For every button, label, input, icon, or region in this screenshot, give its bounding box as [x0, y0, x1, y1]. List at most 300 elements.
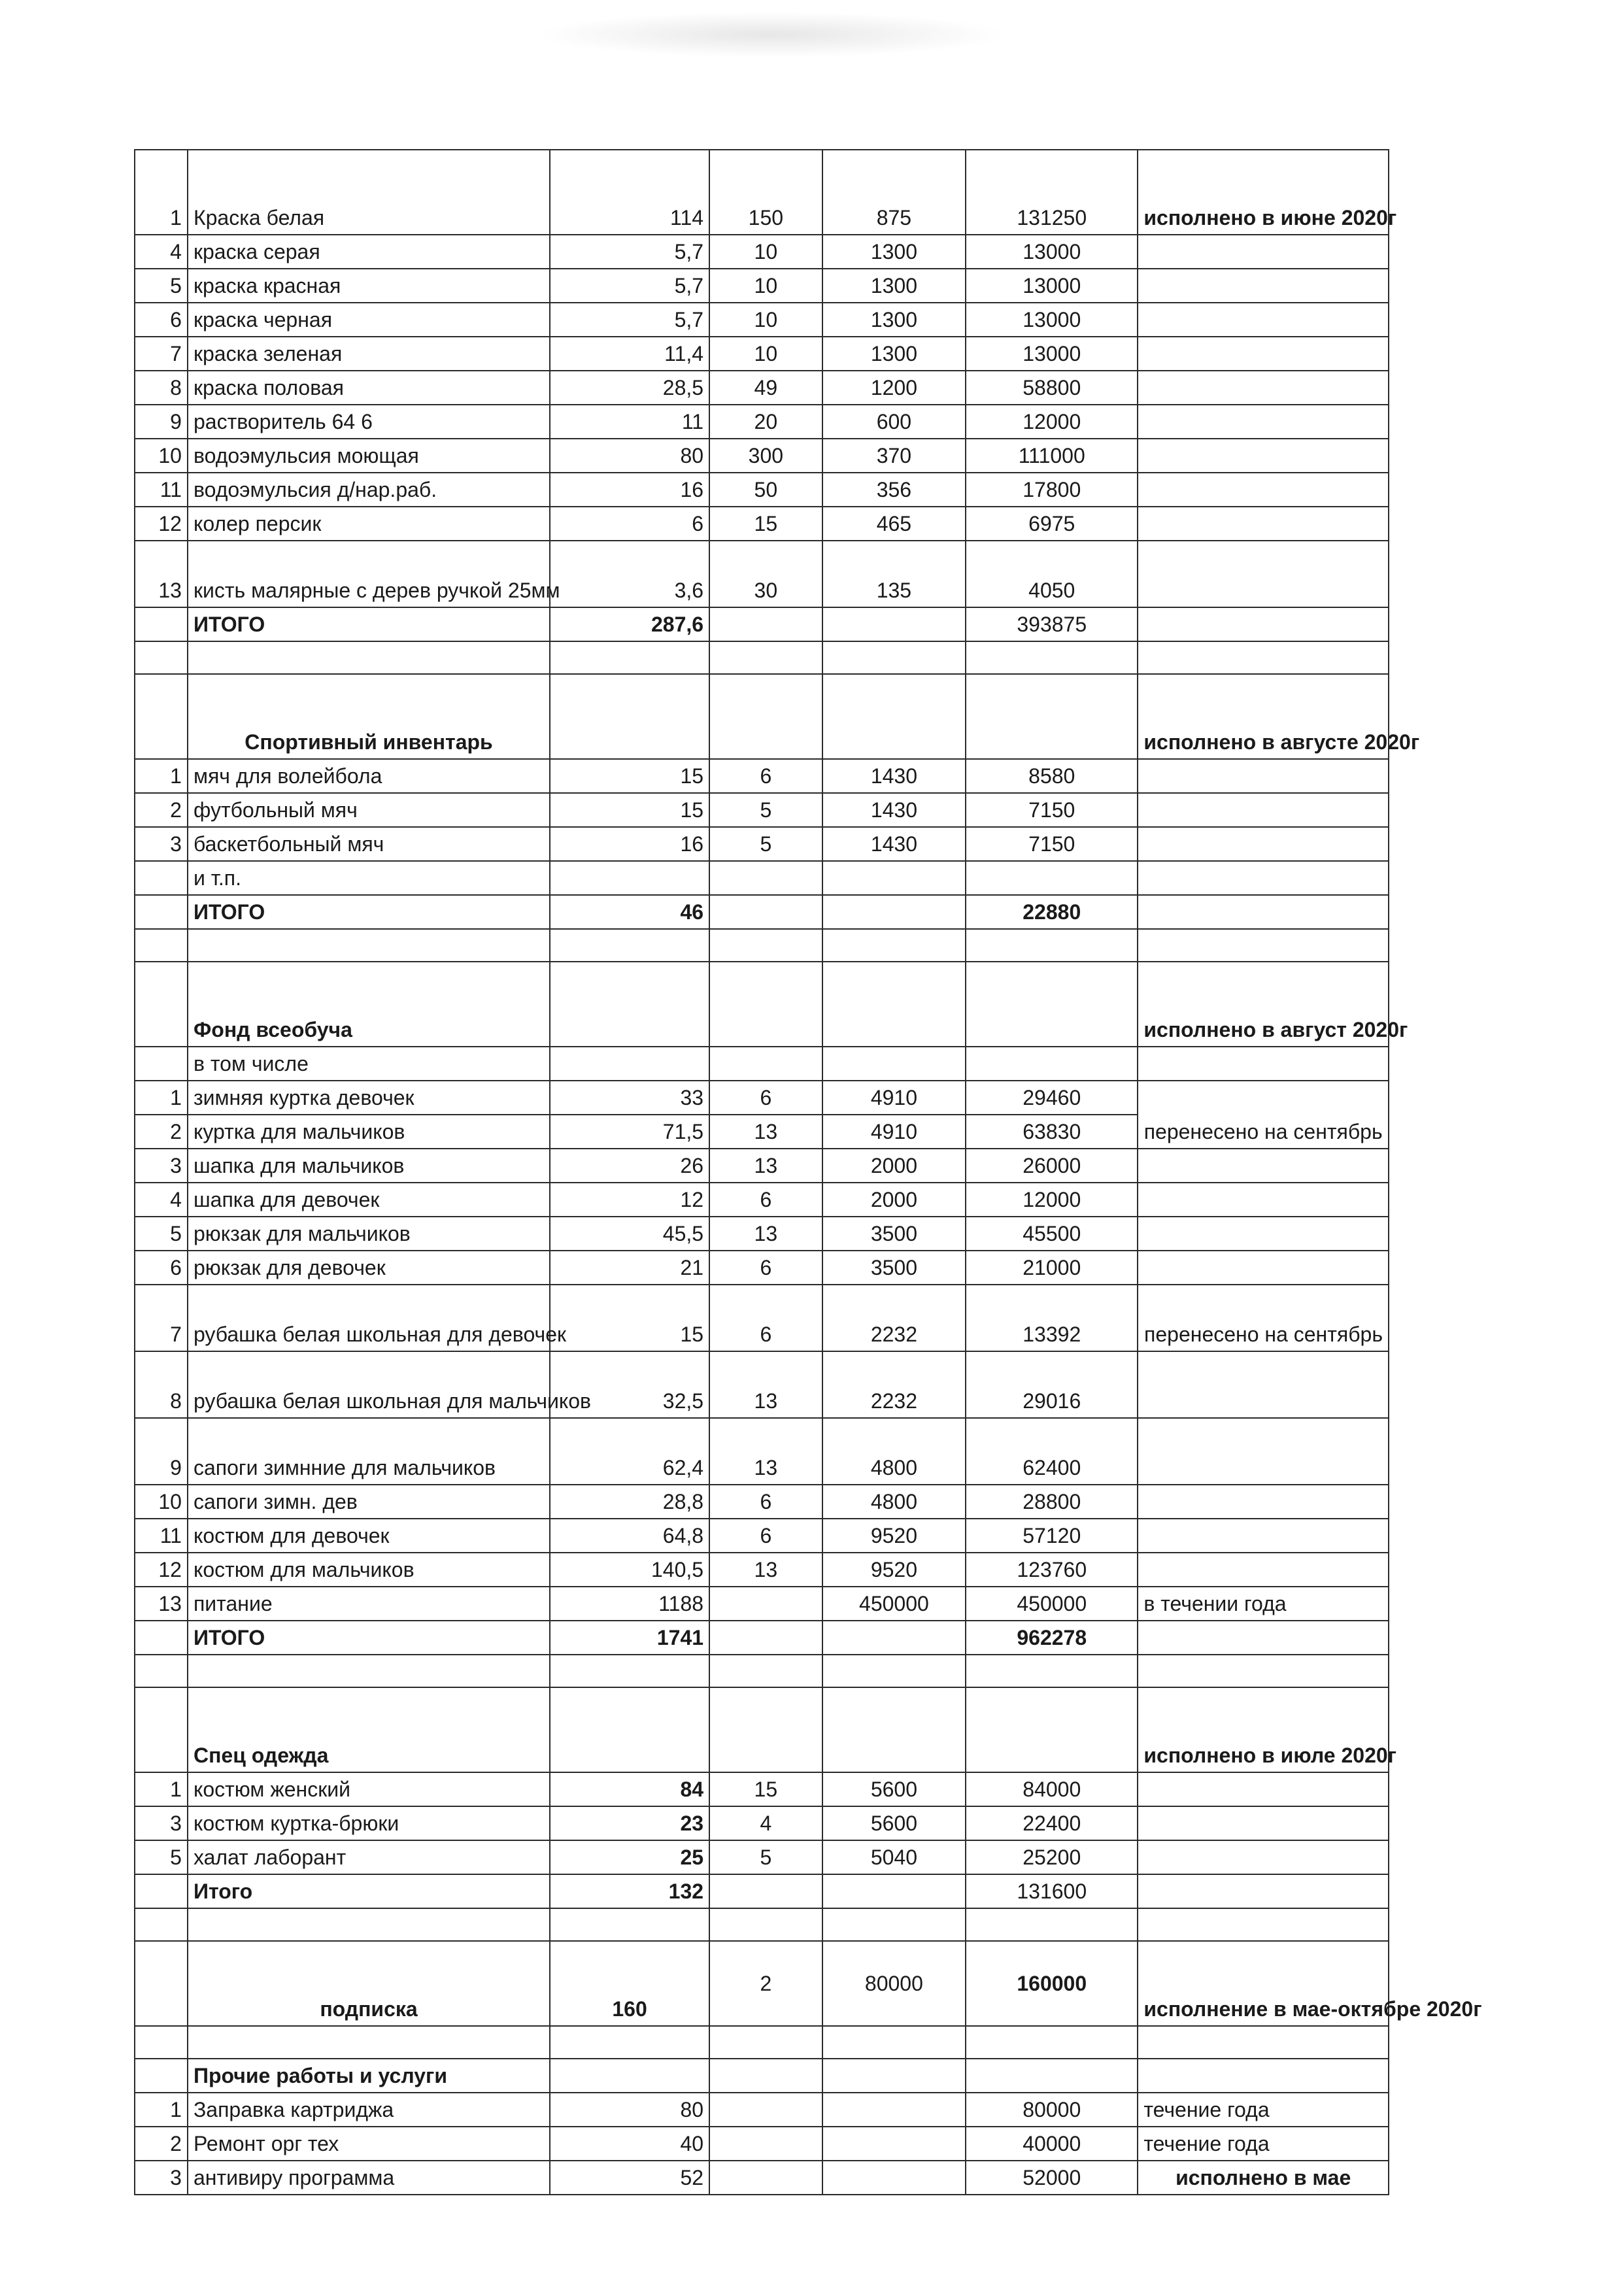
- status-note: [1138, 1251, 1389, 1285]
- sum-cell: 25200: [966, 1840, 1138, 1874]
- item-name: ИТОГО: [188, 895, 550, 929]
- count-cell: 13: [709, 1149, 822, 1183]
- item-name: и т.п.: [188, 861, 550, 895]
- row-number: 4: [135, 1183, 188, 1217]
- blank-row: [135, 2026, 1389, 2059]
- empty-cell: [135, 1908, 188, 1941]
- status-note: [1138, 1621, 1389, 1655]
- status-note: течение года: [1138, 2127, 1389, 2161]
- sum-cell: 393875: [966, 607, 1138, 641]
- count-cell: 150: [709, 150, 822, 235]
- price-cell: [822, 861, 966, 895]
- row-number: [135, 1047, 188, 1081]
- blank-row: [135, 1908, 1389, 1941]
- empty-cell: [1138, 641, 1389, 674]
- status-note: исполнено в мае: [1138, 2161, 1389, 2195]
- quantity-cell: 5,7: [550, 235, 709, 269]
- empty-cell: [1138, 929, 1389, 962]
- quantity-cell: 45,5: [550, 1217, 709, 1251]
- empty-cell: [135, 1655, 188, 1687]
- count-cell: [709, 674, 822, 759]
- row-number: 4: [135, 235, 188, 269]
- empty-cell: [822, 641, 966, 674]
- blank-row: [135, 1655, 1389, 1687]
- item-name: Краска белая: [188, 150, 550, 235]
- count-cell: 5: [709, 1840, 822, 1874]
- item-name: подписка: [188, 1941, 550, 2026]
- total-row: [135, 607, 1389, 641]
- table-row: [135, 1485, 1389, 1519]
- count-cell: [709, 607, 822, 641]
- empty-cell: [188, 929, 550, 962]
- empty-cell: [709, 929, 822, 962]
- status-note: [1138, 895, 1389, 929]
- sum-cell: 29460: [966, 1081, 1138, 1115]
- item-name: костюм для мальчиков: [188, 1553, 550, 1587]
- quantity-cell: 32,5: [550, 1351, 709, 1418]
- empty-cell: [966, 1655, 1138, 1687]
- sum-cell: 52000: [966, 2161, 1138, 2195]
- item-name: куртка для мальчиков: [188, 1115, 550, 1149]
- sum-cell: 22880: [966, 895, 1138, 929]
- status-note: [1138, 1519, 1389, 1553]
- price-cell: [822, 2093, 966, 2127]
- sum-cell: 123760: [966, 1553, 1138, 1587]
- price-cell: 9520: [822, 1553, 966, 1587]
- empty-cell: [550, 2026, 709, 2059]
- item-name: ИТОГО: [188, 607, 550, 641]
- quantity-cell: 5,7: [550, 303, 709, 337]
- sum-cell: [966, 674, 1138, 759]
- quantity-cell: 1188: [550, 1587, 709, 1621]
- item-name: водоэмульсия д/нар.раб.: [188, 473, 550, 507]
- table-row: [135, 861, 1389, 895]
- sum-cell: 8580: [966, 759, 1138, 793]
- row-number: 7: [135, 1285, 188, 1351]
- count-cell: 30: [709, 541, 822, 607]
- sum-cell: 7150: [966, 793, 1138, 827]
- table-row: [135, 1806, 1389, 1840]
- count-cell: [709, 2059, 822, 2093]
- row-number: 13: [135, 1587, 188, 1621]
- item-name: ИТОГО: [188, 1621, 550, 1655]
- status-note: [1138, 303, 1389, 337]
- quantity-cell: 11,4: [550, 337, 709, 371]
- quantity-cell: 40: [550, 2127, 709, 2161]
- table-row: [135, 473, 1389, 507]
- count-cell: 4: [709, 1806, 822, 1840]
- status-note: [1138, 1149, 1389, 1183]
- price-cell: [822, 2127, 966, 2161]
- table-row: [135, 1149, 1389, 1183]
- status-note: [1138, 439, 1389, 473]
- row-number: 3: [135, 2161, 188, 2195]
- row-number: 2: [135, 2127, 188, 2161]
- status-note: [1138, 371, 1389, 405]
- status-note: [1138, 507, 1389, 541]
- quantity-cell: 16: [550, 473, 709, 507]
- row-number: [135, 1687, 188, 1772]
- empty-cell: [1138, 2026, 1389, 2059]
- item-name: в том числе: [188, 1047, 550, 1081]
- count-cell: 2: [709, 1941, 822, 2026]
- price-cell: [822, 962, 966, 1047]
- sum-cell: 962278: [966, 1621, 1138, 1655]
- empty-cell: [188, 1908, 550, 1941]
- status-note: [1138, 1772, 1389, 1806]
- table-row: [135, 827, 1389, 861]
- row-number: 5: [135, 1217, 188, 1251]
- count-cell: [709, 1621, 822, 1655]
- price-cell: 875: [822, 150, 966, 235]
- item-name: костюм для девочек: [188, 1519, 550, 1553]
- row-number: [135, 1941, 188, 2026]
- count-cell: 13: [709, 1418, 822, 1485]
- quantity-cell: 71,5: [550, 1115, 709, 1149]
- section-row: [135, 674, 1389, 759]
- sum-cell: 21000: [966, 1251, 1138, 1285]
- empty-cell: [822, 1908, 966, 1941]
- price-cell: 1430: [822, 827, 966, 861]
- empty-cell: [1138, 1908, 1389, 1941]
- row-number: 8: [135, 1351, 188, 1418]
- quantity-cell: 80: [550, 439, 709, 473]
- quantity-cell: 25: [550, 1840, 709, 1874]
- empty-cell: [822, 1655, 966, 1687]
- count-cell: [709, 1687, 822, 1772]
- row-number: 5: [135, 269, 188, 303]
- item-name: костюм женский: [188, 1772, 550, 1806]
- table-row: [135, 337, 1389, 371]
- count-cell: 13: [709, 1217, 822, 1251]
- quantity-cell: 28,8: [550, 1485, 709, 1519]
- item-name: антивиру программа: [188, 2161, 550, 2195]
- item-name: сапоги зимнние для мальчиков: [188, 1418, 550, 1485]
- quantity-cell: [550, 962, 709, 1047]
- quantity-cell: [550, 1687, 709, 1772]
- empty-cell: [966, 1908, 1138, 1941]
- total-row: [135, 1621, 1389, 1655]
- price-cell: 9520: [822, 1519, 966, 1553]
- item-name: водоэмульсия моющая: [188, 439, 550, 473]
- quantity-cell: 5,7: [550, 269, 709, 303]
- price-cell: [822, 1874, 966, 1908]
- item-name: мяч для волейбола: [188, 759, 550, 793]
- sum-cell: 6975: [966, 507, 1138, 541]
- table-row: [135, 235, 1389, 269]
- empty-cell: [188, 641, 550, 674]
- table-row: [135, 1587, 1389, 1621]
- item-name: шапка для мальчиков: [188, 1149, 550, 1183]
- sum-cell: 450000: [966, 1587, 1138, 1621]
- table-row: [135, 1183, 1389, 1217]
- sum-cell: [966, 2059, 1138, 2093]
- sum-cell: 13000: [966, 303, 1138, 337]
- row-number: 8: [135, 371, 188, 405]
- blank-row: [135, 641, 1389, 674]
- row-number: [135, 1874, 188, 1908]
- item-name: краска серая: [188, 235, 550, 269]
- price-cell: 600: [822, 405, 966, 439]
- status-note: исполнено в июне 2020г: [1138, 150, 1389, 235]
- quantity-cell: 26: [550, 1149, 709, 1183]
- price-cell: [822, 2059, 966, 2093]
- empty-cell: [188, 2026, 550, 2059]
- price-cell: 465: [822, 507, 966, 541]
- table-row: [135, 150, 1389, 235]
- item-name: кисть малярные с дерев ручкой 25мм: [188, 541, 550, 607]
- sum-cell: [966, 1047, 1138, 1081]
- count-cell: 6: [709, 1485, 822, 1519]
- empty-cell: [966, 641, 1138, 674]
- table-row: [135, 1285, 1389, 1351]
- row-number: 1: [135, 759, 188, 793]
- status-note: [1138, 1840, 1389, 1874]
- table-row: [135, 2093, 1389, 2127]
- empty-cell: [822, 2026, 966, 2059]
- status-note: перенесено на сентябрь: [1138, 1081, 1389, 1149]
- sum-cell: 160000: [966, 1941, 1138, 2026]
- row-number: [135, 962, 188, 1047]
- status-note: [1138, 235, 1389, 269]
- status-note: перенесено на сентябрь: [1138, 1285, 1389, 1351]
- empty-cell: [709, 1655, 822, 1687]
- item-name: Ремонт орг тех: [188, 2127, 550, 2161]
- empty-cell: [188, 1655, 550, 1687]
- sum-cell: [966, 1687, 1138, 1772]
- table-row: [135, 1081, 1389, 1115]
- row-number: 5: [135, 1840, 188, 1874]
- count-cell: 10: [709, 269, 822, 303]
- price-cell: 1430: [822, 793, 966, 827]
- sum-cell: 12000: [966, 405, 1138, 439]
- row-number: 1: [135, 1772, 188, 1806]
- status-note: [1138, 827, 1389, 861]
- sum-cell: 4050: [966, 541, 1138, 607]
- sum-cell: 57120: [966, 1519, 1138, 1553]
- price-cell: 80000: [822, 1941, 966, 2026]
- empty-cell: [709, 1908, 822, 1941]
- row-number: 1: [135, 1081, 188, 1115]
- quantity-cell: 1741: [550, 1621, 709, 1655]
- status-note: [1138, 337, 1389, 371]
- row-number: 2: [135, 793, 188, 827]
- status-note: [1138, 1351, 1389, 1418]
- row-number: [135, 674, 188, 759]
- row-number: 10: [135, 439, 188, 473]
- table-body: [135, 150, 1482, 2195]
- quantity-cell: 28,5: [550, 371, 709, 405]
- status-note: [1138, 269, 1389, 303]
- count-cell: 10: [709, 235, 822, 269]
- sum-cell: [966, 861, 1138, 895]
- empty-cell: [1138, 1655, 1389, 1687]
- quantity-cell: 16: [550, 827, 709, 861]
- price-cell: 3500: [822, 1217, 966, 1251]
- quantity-cell: 46: [550, 895, 709, 929]
- item-name: зимняя куртка девочек: [188, 1081, 550, 1115]
- status-note: [1138, 1806, 1389, 1840]
- expense-table: [134, 149, 1482, 2195]
- status-note: [1138, 473, 1389, 507]
- count-cell: [709, 962, 822, 1047]
- count-cell: 49: [709, 371, 822, 405]
- empty-cell: [135, 641, 188, 674]
- row-number: 3: [135, 827, 188, 861]
- price-cell: [822, 2161, 966, 2195]
- count-cell: [709, 2093, 822, 2127]
- item-name: растворитель 64 6: [188, 405, 550, 439]
- table-row: [135, 1251, 1389, 1285]
- row-number: 12: [135, 507, 188, 541]
- row-number: 1: [135, 150, 188, 235]
- count-cell: [709, 895, 822, 929]
- item-name: баскетбольный мяч: [188, 827, 550, 861]
- row-number: 3: [135, 1149, 188, 1183]
- item-name: Заправка картриджа: [188, 2093, 550, 2127]
- empty-cell: [135, 929, 188, 962]
- row-number: [135, 607, 188, 641]
- count-cell: 5: [709, 827, 822, 861]
- row-number: 3: [135, 1806, 188, 1840]
- status-note: [1138, 1217, 1389, 1251]
- row-number: [135, 895, 188, 929]
- status-note: [1138, 1047, 1389, 1081]
- price-cell: 4910: [822, 1115, 966, 1149]
- count-cell: 13: [709, 1553, 822, 1587]
- blank-row: [135, 929, 1389, 962]
- price-cell: 5600: [822, 1806, 966, 1840]
- row-number: [135, 1621, 188, 1655]
- total-row: [135, 1874, 1389, 1908]
- row-number: 6: [135, 303, 188, 337]
- quantity-cell: 114: [550, 150, 709, 235]
- count-cell: 50: [709, 473, 822, 507]
- status-note: течение года: [1138, 2093, 1389, 2127]
- item-name: рюкзак для мальчиков: [188, 1217, 550, 1251]
- price-cell: [822, 1621, 966, 1655]
- item-name: Спортивный инвентарь: [188, 674, 550, 759]
- status-note: [1138, 607, 1389, 641]
- status-note: [1138, 759, 1389, 793]
- count-cell: 5: [709, 793, 822, 827]
- count-cell: 6: [709, 1519, 822, 1553]
- section-row: [135, 962, 1389, 1047]
- table-row: [135, 303, 1389, 337]
- item-name: краска зеленая: [188, 337, 550, 371]
- price-cell: 1300: [822, 269, 966, 303]
- quantity-cell: 64,8: [550, 1519, 709, 1553]
- item-name: краска черная: [188, 303, 550, 337]
- quantity-cell: 21: [550, 1251, 709, 1285]
- table-row: [135, 1418, 1389, 1485]
- row-number: [135, 2059, 188, 2093]
- quantity-cell: 11: [550, 405, 709, 439]
- quantity-cell: 84: [550, 1772, 709, 1806]
- section-row: [135, 1941, 1389, 2026]
- empty-cell: [709, 641, 822, 674]
- count-cell: [709, 2161, 822, 2195]
- sum-cell: 22400: [966, 1806, 1138, 1840]
- sum-cell: 13000: [966, 235, 1138, 269]
- sum-cell: 7150: [966, 827, 1138, 861]
- table-row: [135, 1047, 1389, 1081]
- sum-cell: 45500: [966, 1217, 1138, 1251]
- empty-cell: [550, 641, 709, 674]
- row-number: 13: [135, 541, 188, 607]
- count-cell: 10: [709, 303, 822, 337]
- count-cell: [709, 1587, 822, 1621]
- quantity-cell: 15: [550, 793, 709, 827]
- quantity-cell: 132: [550, 1874, 709, 1908]
- item-name: шапка для девочек: [188, 1183, 550, 1217]
- quantity-cell: [550, 674, 709, 759]
- quantity-cell: 3,6: [550, 541, 709, 607]
- item-name: рубашка белая школьная для девочек: [188, 1285, 550, 1351]
- item-name: краска половая: [188, 371, 550, 405]
- status-note: [1138, 541, 1389, 607]
- price-cell: [822, 674, 966, 759]
- count-cell: [709, 1874, 822, 1908]
- table-row: [135, 759, 1389, 793]
- count-cell: 6: [709, 759, 822, 793]
- count-cell: 10: [709, 337, 822, 371]
- row-number: 9: [135, 405, 188, 439]
- table-row: [135, 2161, 1389, 2195]
- row-number: 12: [135, 1553, 188, 1587]
- price-cell: 1430: [822, 759, 966, 793]
- sum-cell: 62400: [966, 1418, 1138, 1485]
- table-row: [135, 439, 1389, 473]
- empty-cell: [822, 929, 966, 962]
- quantity-cell: 33: [550, 1081, 709, 1115]
- sum-cell: 29016: [966, 1351, 1138, 1418]
- item-name: сапоги зимн. дев: [188, 1485, 550, 1519]
- price-cell: 5600: [822, 1772, 966, 1806]
- quantity-cell: 80: [550, 2093, 709, 2127]
- sum-cell: 17800: [966, 473, 1138, 507]
- quantity-cell: 140,5: [550, 1553, 709, 1587]
- price-cell: 1200: [822, 371, 966, 405]
- item-name: Прочие работы и услуги: [188, 2059, 550, 2093]
- item-name: рюкзак для девочек: [188, 1251, 550, 1285]
- row-number: 6: [135, 1251, 188, 1285]
- count-cell: [709, 1047, 822, 1081]
- status-note: [1138, 405, 1389, 439]
- table-row: [135, 269, 1389, 303]
- count-cell: 20: [709, 405, 822, 439]
- quantity-cell: [550, 2059, 709, 2093]
- status-note: исполнено в август 2020г: [1138, 962, 1389, 1047]
- item-name: Итого: [188, 1874, 550, 1908]
- item-name: халат лаборант: [188, 1840, 550, 1874]
- sum-cell: 131600: [966, 1874, 1138, 1908]
- status-note: [1138, 1485, 1389, 1519]
- table-row: [135, 371, 1389, 405]
- item-name: колер персик: [188, 507, 550, 541]
- sum-cell: 80000: [966, 2093, 1138, 2127]
- item-name: футбольный мяч: [188, 793, 550, 827]
- row-number: 1: [135, 2093, 188, 2127]
- item-name: краска красная: [188, 269, 550, 303]
- quantity-cell: 52: [550, 2161, 709, 2195]
- status-note: исполнено в июле 2020г: [1138, 1687, 1389, 1772]
- row-number: [135, 861, 188, 895]
- count-cell: 6: [709, 1285, 822, 1351]
- table-row: [135, 1840, 1389, 1874]
- sum-cell: 28800: [966, 1485, 1138, 1519]
- count-cell: 300: [709, 439, 822, 473]
